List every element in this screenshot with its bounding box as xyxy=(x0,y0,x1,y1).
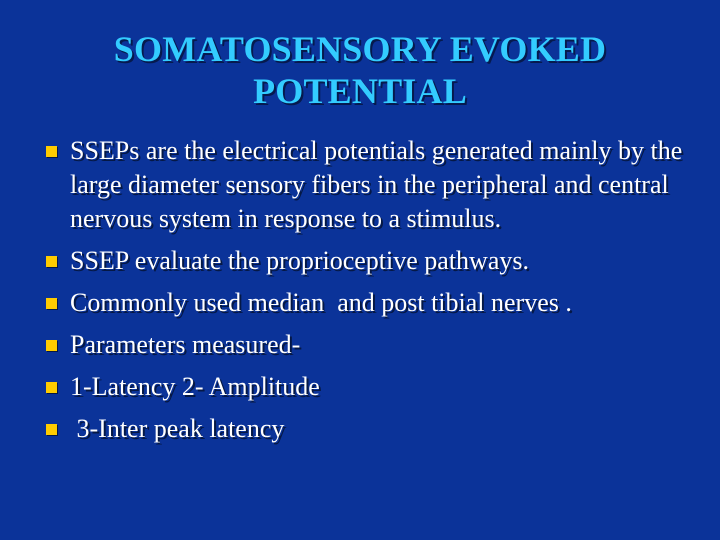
slide-title-line-1: SOMATOSENSORY EVOKED xyxy=(113,29,607,69)
bullet-item-4 xyxy=(44,328,694,362)
bullet-item-3 xyxy=(44,286,694,320)
bullet-text-5: 1-Latency 2- Amplitude xyxy=(70,372,320,401)
bullet-item-1 xyxy=(44,134,694,236)
square-bullet-icon xyxy=(46,340,57,351)
bullet-list xyxy=(44,134,694,454)
square-bullet-icon xyxy=(46,146,57,157)
bullet-text-1: SSEPs are the electrical potentials generated mainly by the large diameter sensory fibers in the peripheral and central nervous system in response to a stimulus. xyxy=(70,136,689,233)
square-bullet-icon xyxy=(46,256,57,267)
square-bullet-icon xyxy=(46,424,57,435)
bullet-text-2: SSEP evaluate the proprioceptive pathways. xyxy=(70,246,529,275)
bullet-item-2 xyxy=(44,244,694,278)
square-bullet-icon xyxy=(46,298,57,309)
bullet-text-4: Parameters measured- xyxy=(70,330,301,359)
square-bullet-icon xyxy=(46,382,57,393)
bullet-text-6: 3-Inter peak latency xyxy=(70,414,285,443)
bullet-text-3: Commonly used median and post tibial nerves . xyxy=(70,288,572,317)
slide-title xyxy=(40,28,680,112)
bullet-item-5 xyxy=(44,370,694,404)
bullet-item-6 xyxy=(44,412,694,446)
slide-title-line-2: POTENTIAL xyxy=(253,71,467,111)
